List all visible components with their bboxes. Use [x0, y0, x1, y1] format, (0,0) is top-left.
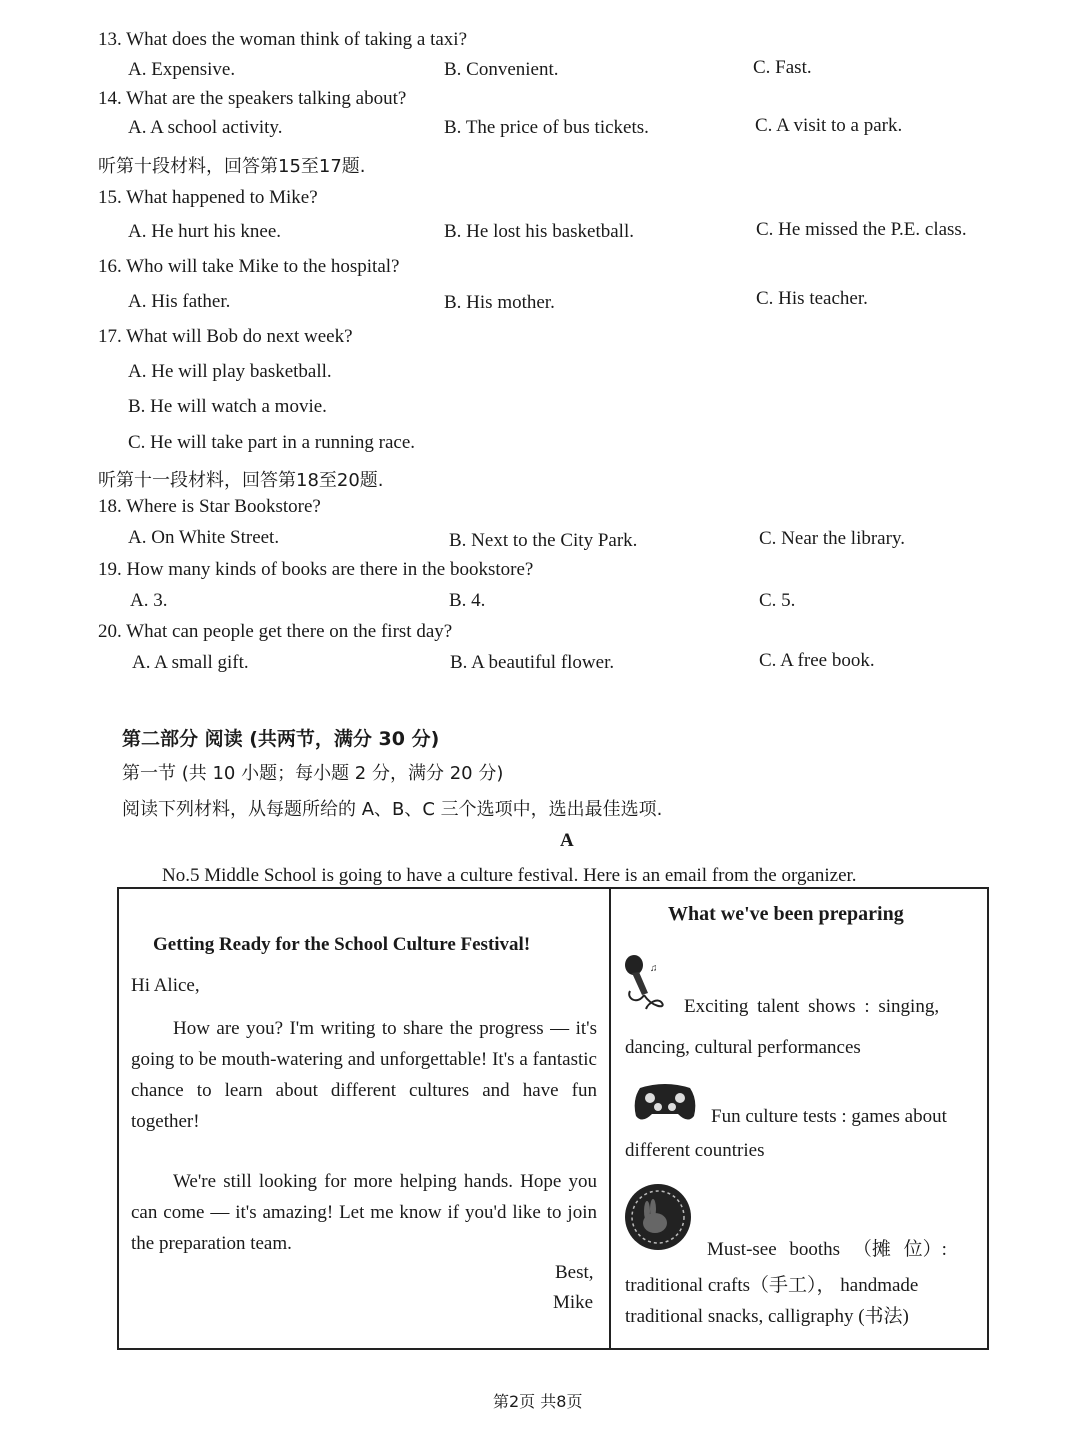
- q13-option-a: A. Expensive.: [128, 59, 236, 80]
- microphone-icon: [622, 953, 668, 1015]
- email-signature: Mike: [553, 1292, 594, 1313]
- q13-option-b: B. Convenient.: [444, 59, 559, 80]
- passage-label: A: [560, 830, 574, 851]
- item-booths-detail-1: traditional crafts（手工）， handmade: [625, 1275, 919, 1296]
- q17-option-c: C. He will take part in a running race.: [128, 432, 416, 453]
- q18-option-a: A. On White Street.: [128, 527, 280, 548]
- q19-option-b: B. 4.: [449, 590, 486, 611]
- column-divider: [609, 887, 611, 1350]
- q19-option-c: C. 5.: [759, 590, 796, 611]
- q16-option-b: B. His mother.: [444, 292, 555, 313]
- q20-option-a: A. A small gift.: [132, 652, 249, 673]
- game-controller-icon: [632, 1080, 698, 1124]
- q20-option-b: B. A beautiful flower.: [450, 652, 615, 673]
- email-signoff: Best,: [555, 1262, 594, 1283]
- q15-option-b: B. He lost his basketball.: [444, 221, 634, 242]
- sidebar-title: What we've been preparing: [668, 903, 904, 925]
- section-one-title: 第一节 (共 10 小题；每小题 2 分，满分 20 分): [122, 763, 504, 784]
- q17-option-b: B. He will watch a movie.: [128, 396, 327, 417]
- question-16: 16. Who will take Mike to the hospital?: [98, 256, 400, 277]
- item-booths-detail-2: traditional snacks, calligraphy (书法): [625, 1306, 909, 1327]
- question-14: 14. What are the speakers talking about?: [98, 88, 407, 109]
- q18-option-c: C. Near the library.: [759, 528, 905, 549]
- q14-option-c: C. A visit to a park.: [755, 115, 903, 136]
- svg-text:♫: ♫: [650, 963, 658, 974]
- page-number: 第2页 共8页: [493, 1392, 583, 1411]
- q17-option-a: A. He will play basketball.: [128, 361, 332, 382]
- question-19: 19. How many kinds of books are there in the bookstore?: [98, 559, 534, 580]
- question-18: 18. Where is Star Bookstore?: [98, 496, 321, 517]
- q15-option-a: A. He hurt his knee.: [128, 221, 282, 242]
- q19-option-a: A. 3.: [130, 590, 168, 611]
- question-15: 15. What happened to Mike?: [98, 187, 318, 208]
- item-culture-tests: Fun culture tests : games about: [711, 1106, 947, 1127]
- rabbit-papercut-icon: [623, 1183, 693, 1251]
- q14-option-a: A. A school activity.: [128, 117, 283, 138]
- q20-option-c: C. A free book.: [759, 650, 875, 671]
- q14-option-b: B. The price of bus tickets.: [444, 117, 649, 138]
- section-10-instruction: 听第十段材料，回答第15至17题.: [98, 156, 366, 177]
- q16-option-a: A. His father.: [128, 291, 231, 312]
- item-culture-tests-detail: different countries: [625, 1140, 765, 1161]
- question-20: 20. What can people get there on the first day?: [98, 621, 453, 642]
- q15-option-c: C. He missed the P.E. class.: [756, 219, 967, 240]
- q18-option-b: B. Next to the City Park.: [449, 530, 638, 551]
- reading-instruction: 阅读下列材料，从每题所给的 A、B、C 三个选项中，选出最佳选项.: [122, 799, 663, 820]
- item-talent-shows-detail: dancing, cultural performances: [625, 1037, 861, 1058]
- email-title: Getting Ready for the School Culture Festival!: [153, 934, 531, 955]
- email-paragraph-2: We're still looking for more helping hands. Hope you can come — it's amazing! Let me know if you'd like to join the preparation team.: [131, 1171, 597, 1254]
- passage-intro: No.5 Middle School is going to have a culture festival. Here is an email from the organizer.: [162, 865, 857, 886]
- item-booths: Must-see booths （摊 位）:: [707, 1239, 947, 1260]
- section-11-instruction: 听第十一段材料，回答第18至20题.: [98, 470, 384, 491]
- question-13: 13. What does the woman think of taking a taxi?: [98, 29, 468, 50]
- q13-option-c: C. Fast.: [753, 57, 812, 78]
- email-greeting: Hi Alice,: [131, 975, 200, 996]
- q16-option-c: C. His teacher.: [756, 288, 868, 309]
- question-17: 17. What will Bob do next week?: [98, 326, 353, 347]
- item-talent-shows: Exciting talent shows : singing,: [684, 996, 940, 1017]
- email-paragraph-1: How are you? I'm writing to share the progress — it's going to be mouth-watering and unforgettable! It's a fantastic chance to learn about different cultures and have fun together!: [131, 1018, 597, 1132]
- part-two-title: 第二部分 阅读 (共两节，满分 30 分): [122, 728, 440, 750]
